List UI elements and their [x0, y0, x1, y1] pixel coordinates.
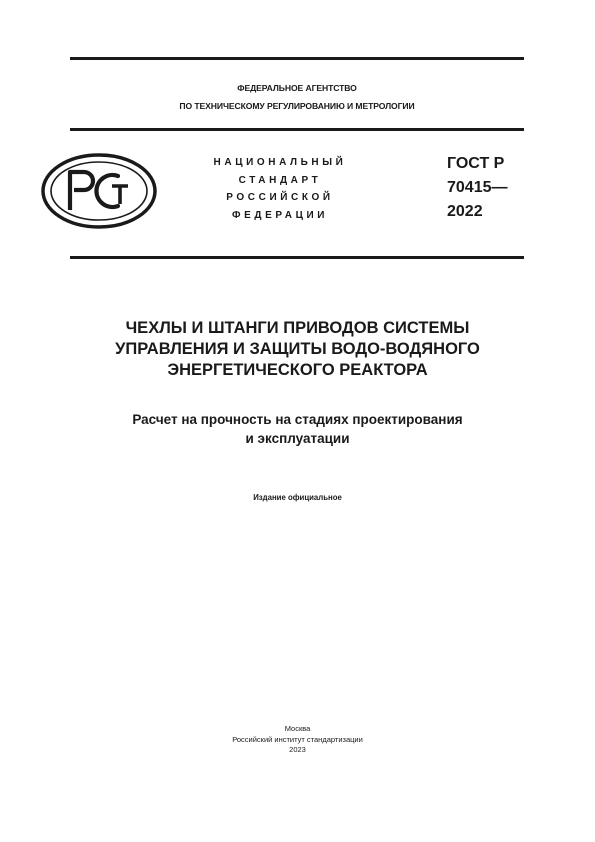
- document-title: [40, 318, 555, 381]
- agency-line-2: ПО ТЕХНИЧЕСКОМУ РЕГУЛИРОВАНИЮ И МЕТРОЛОГИИ: [179, 101, 415, 111]
- standard-type-line-1: НАЦИОНАЛЬНЫЙ: [213, 157, 347, 168]
- subtitle-line-1: Расчет на прочность на стадиях проектирования: [132, 412, 463, 427]
- top-rule: [70, 57, 524, 60]
- designation-line-1: ГОСТ Р: [447, 155, 505, 172]
- subtitle-line-2: и эксплуатации: [245, 431, 350, 446]
- title-line-1: ЧЕХЛЫ И ШТАНГИ ПРИВОДОВ СИСТЕМЫ: [125, 319, 470, 337]
- agency-rule: [70, 128, 524, 131]
- header-bottom-rule: [70, 256, 524, 259]
- document-subtitle: [40, 410, 555, 448]
- title-line-2: УПРАВЛЕНИЯ И ЗАЩИТЫ ВОДО-ВОДЯНОГО: [115, 340, 480, 358]
- standard-type-line-4: ФЕДЕРАЦИИ: [231, 209, 329, 221]
- designation-line-2: 70415—: [447, 179, 508, 196]
- imprint-year: 2023: [289, 745, 306, 754]
- standard-type: [180, 154, 380, 224]
- standard-type-line-2: СТАНДАРТ: [238, 174, 322, 186]
- agency-line-1: ФЕДЕРАЛЬНОЕ АГЕНТСТВО: [237, 83, 357, 93]
- imprint: [40, 724, 555, 756]
- title-line-3: ЭНЕРГЕТИЧЕСКОГО РЕАКТОРА: [167, 361, 428, 379]
- imprint-publisher: Российский институт стандартизации: [232, 734, 363, 744]
- imprint-city: Москва: [284, 724, 311, 733]
- rst-gost-logo-icon: [40, 152, 158, 230]
- designation-line-3: 2022: [447, 203, 483, 220]
- standard-designation: [447, 152, 508, 224]
- standard-type-line-3: РОССИЙСКОЙ: [226, 192, 334, 203]
- edition-note: Издание официальное: [253, 493, 342, 502]
